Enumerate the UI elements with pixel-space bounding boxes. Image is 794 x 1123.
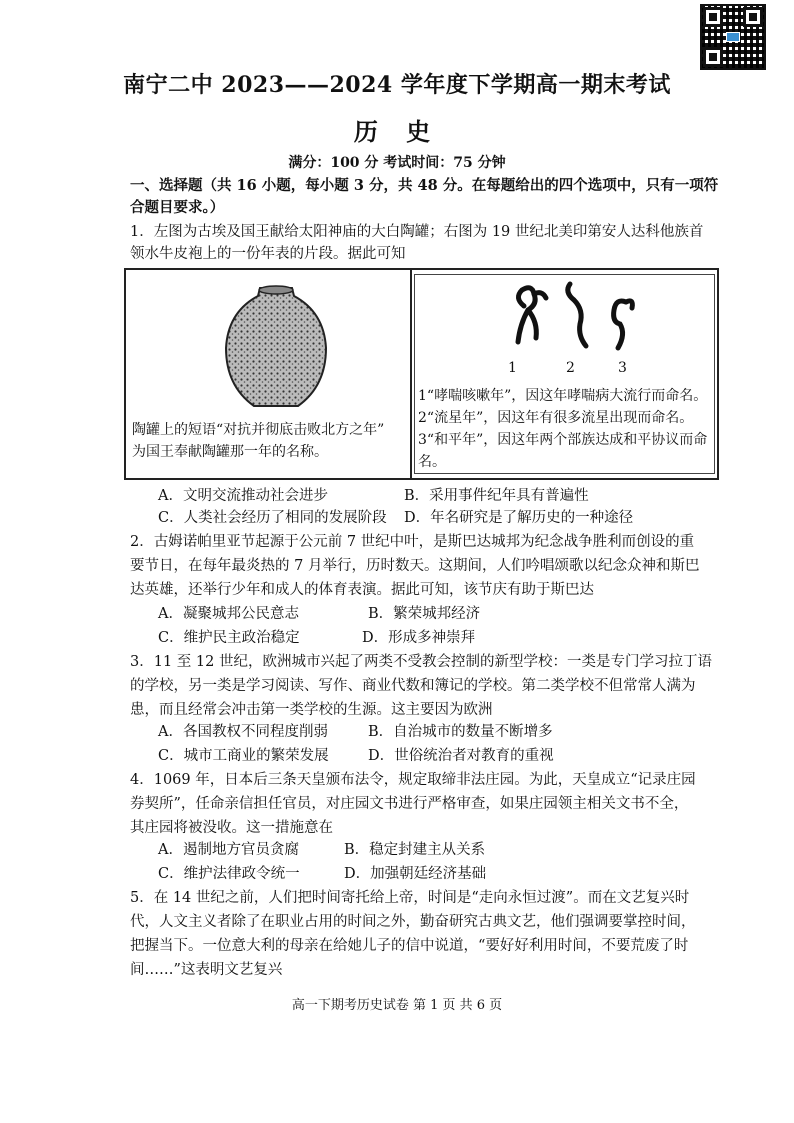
egyptian-jar-image — [216, 282, 336, 412]
q3-option-c: C．城市工商业的繁荣发展 — [158, 748, 329, 764]
exam-title: 南宁二中 2023——2024 学年度下学期高一期末考试 — [123, 72, 671, 98]
q4-option-b: B．稳定封建主从关系 — [344, 842, 486, 858]
q3-option-b: B．自治城市的数量不断增多 — [368, 724, 553, 740]
q5-stem-line3: 把握当下。一位意大利的母亲在给她儿子的信中说道，“要好好利用时间，不要荒废了时 — [130, 938, 689, 954]
page-footer: 高一下期考历史试卷 第 1 页 共 6 页 — [291, 998, 503, 1013]
q2-option-c: C．维护民主政治稳定 — [158, 630, 300, 646]
exam-meta: 满分：100 分 考试时间：75 分钟 — [288, 155, 506, 171]
glyph-number-2: 2 — [566, 360, 575, 376]
qr-code-icon — [700, 4, 766, 70]
q4-stem-line1: 4．1069 年，日本后三条天皇颁布法令，规定取缔非法庄园。为此，天皇成立“记录庄园 — [130, 772, 696, 788]
q5-stem-line2: 代，人文主义者除了在职业占用的时间之外，勤奋研究古典文艺，他们强调要掌控时间， — [130, 914, 696, 930]
q4-option-a: A．遏制地方官员贪腐 — [158, 842, 299, 858]
q4-option-d: D．加强朝廷经济基础 — [344, 866, 487, 882]
q4-stem-line3: 其庄园将被没收。这一措施意在 — [130, 820, 333, 836]
glyph-caption-2: 2“流星年”，因这年有很多流星出现而命名。 — [418, 410, 694, 426]
q2-stem-line1: 2．古姆诺帕里亚节起源于公元前 7 世纪中叶，是斯巴达城邦为纪念战争胜利而创设的重 — [130, 534, 695, 550]
glyph-number-3: 3 — [618, 360, 627, 376]
glyph-number-1: 1 — [508, 360, 517, 376]
q3-stem-line1: 3．11 至 12 世纪，欧洲城市兴起了两类不受教会控制的新型学校：一类是专门学习拉丁语 — [130, 654, 712, 670]
glyph-caption-3: 3“和平年”，因这年两个部族达成和平协议而命 — [418, 432, 708, 448]
glyph-caption-3-cont: 名。 — [418, 454, 446, 470]
jar-caption-line2: 为国王奉献陶罐那一年的名称。 — [132, 444, 328, 460]
q1-option-c: C．人类社会经历了相同的发展阶段 — [158, 510, 387, 526]
q5-stem-line1: 5．在 14 世纪之前，人们把时间寄托给上帝，时间是“走向永恒过渡”。而在文艺复兴时 — [130, 890, 690, 906]
section-heading-line2: 合题目要求。） — [130, 199, 225, 216]
q3-option-a: A．各国教权不同程度削弱 — [158, 724, 328, 740]
q1-option-b: B．采用事件纪年具有普遍性 — [404, 488, 589, 504]
q1-stem-line1: 1．左图为古埃及国王献给太阳神庙的大白陶罐；右图为 19 世纪北美印第安人达科他族首 — [130, 224, 704, 240]
q4-stem-line2: 券契所”，任命亲信担任官员，对庄园文书进行严格审查，如果庄园领主相关文书不全， — [130, 796, 689, 812]
q3-option-d: D．世俗统治者对教育的重视 — [368, 748, 554, 764]
subject-heading: 历 史 — [353, 117, 441, 146]
q3-stem-line3: 患，而且经常会冲击第一类学校的生源。这主要因为欧洲 — [130, 702, 493, 718]
q1-figure-box — [124, 268, 719, 480]
dakota-winter-count-glyphs — [494, 276, 664, 386]
q2-option-b: B．繁荣城邦经济 — [368, 606, 481, 622]
q1-stem-line2: 领水牛皮袍上的一份年表的片段。据此可知 — [130, 246, 406, 262]
q2-option-a: A．凝聚城邦公民意志 — [158, 606, 299, 622]
q4-option-c: C．维护法律政令统一 — [158, 866, 300, 882]
glyph-caption-1: 1“哮喘咳嗽年”，因这年哮喘病大流行而命名。 — [418, 388, 708, 404]
q3-stem-line2: 的学校，另一类是学习阅读、写作、商业代数和簿记的学校。第二类学校不但常常人满为 — [130, 678, 696, 694]
q5-stem-line4: 间……”这表明文艺复兴 — [130, 962, 283, 978]
q2-stem-line2: 要节日，在每年最炎热的 7 月举行，历时数天。这期间，人们吟唱颂歌以纪念众神和斯巴 — [130, 558, 700, 574]
q1-option-a: A．文明交流推动社会进步 — [158, 488, 328, 504]
jar-caption-line1: 陶罐上的短语“对抗并彻底击败北方之年” — [132, 422, 385, 438]
q1-option-d: D．年名研究是了解历史的一种途径 — [404, 510, 634, 526]
q2-option-d: D．形成多神崇拜 — [362, 630, 476, 646]
q2-stem-line3: 达英雄，还举行少年和成人的体育表演。据此可知，该节庆有助于斯巴达 — [130, 582, 594, 598]
section-heading-line1: 一、选择题（共 16 小题，每小题 3 分，共 48 分。在每题给出的四个选项中，只有一项符 — [130, 177, 719, 194]
